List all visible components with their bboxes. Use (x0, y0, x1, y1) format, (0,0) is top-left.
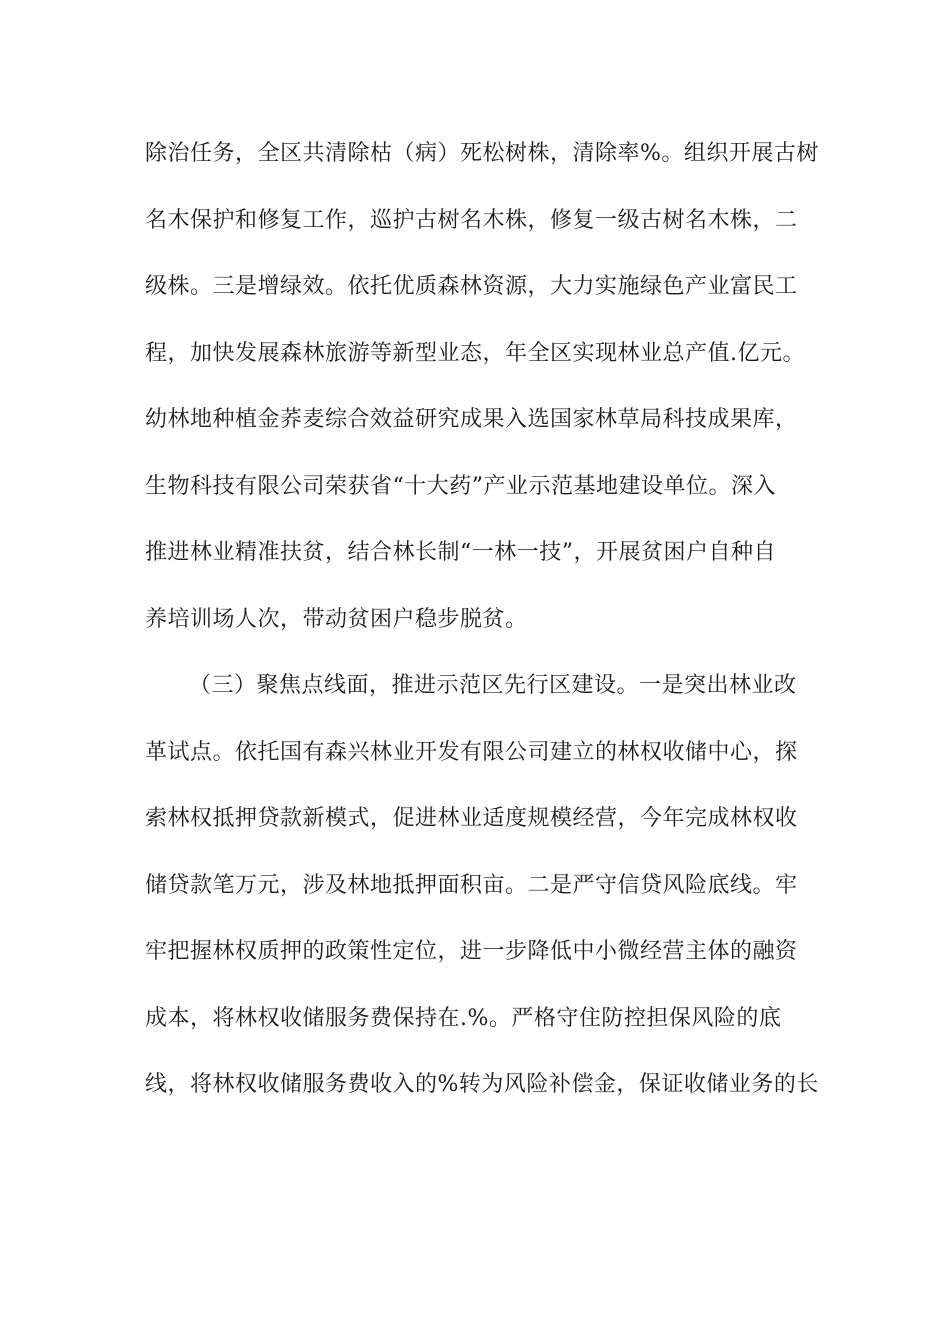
text-line: 级株。三是增绿效。依托优质森林资源，大力实施绿色产业富民工 (145, 274, 798, 299)
text-line: 牢把握林权质押的政策性定位，进一步降低中小微经营主体的融资 (145, 939, 798, 964)
text-line: 储贷款笔万元，涉及林地抵押面积亩。二是严守信贷风险底线。牢 (145, 872, 798, 898)
text-line: 名木保护和修复工作，巡护古树名木株，修复一级古树名木株，二 (145, 207, 798, 233)
text-line: 线，将林权收储服务费收入的%转为风险补偿金，保证收储业务的长 (145, 1072, 819, 1097)
text-line: 革试点。依托国有森兴林业开发有限公司建立的林权收储中心，探 (145, 739, 798, 765)
section-heading-line: （三）聚焦点线面，推进示范区先行区建设。一是突出林业改 (189, 673, 797, 698)
text-line: 成本，将林权收储服务费保持在.%。严格守住防控担保风险的底 (145, 1005, 782, 1031)
text-line: 程，加快发展森林旅游等新型业态，年全区实现林业总产值.亿元。 (145, 340, 805, 366)
text-line: 推进林业精准扶贫，结合林长制“一林一技”，开展贫困户自种自 (145, 540, 776, 565)
text-line: 生物科技有限公司荣获省“十大药”产业示范基地建设单位。深入 (145, 473, 776, 499)
text-line: 除治任务，全区共清除枯（病）死松树株，清除率%。组织开展古树 (145, 141, 819, 166)
text-line: 养培训场人次，带动贫困户稳步脱贫。 (145, 606, 528, 632)
text-line: 幼林地种植金荞麦综合效益研究成果入选国家林草局科技成果库， (145, 407, 798, 432)
body-text (145, 131, 819, 1129)
text-line: 索林权抵押贷款新模式，促进林业适度规模经营，今年完成林权收 (145, 806, 798, 831)
